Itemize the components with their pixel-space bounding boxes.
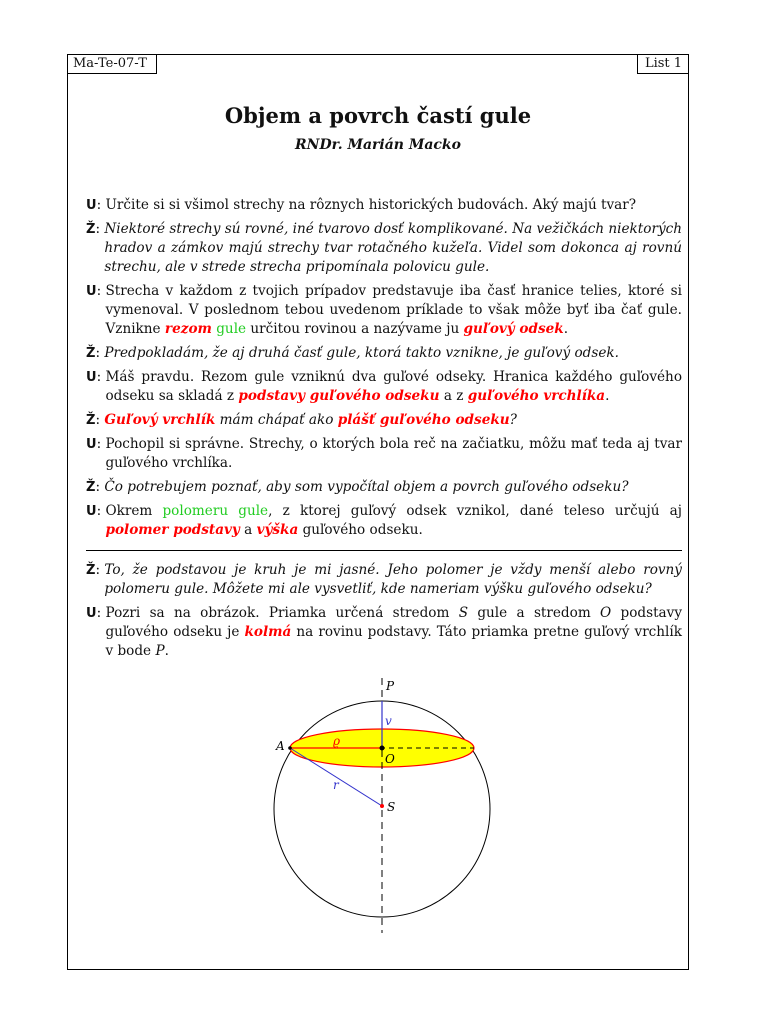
label-s: S	[387, 800, 396, 814]
highlighted-term: výška	[256, 522, 299, 538]
label-v: v	[385, 714, 392, 728]
dialog-part-1	[86, 196, 682, 540]
dialog-text	[105, 196, 682, 215]
text-run: To, že podstavou je kruh je mi jasné. Jeho polomer je vždy menší alebo rovný polomeru gule. Môžete mi ale vysvetliť, kde nameriam výšku guľového odseku?	[104, 562, 682, 597]
text-run: gule a stredom	[468, 605, 601, 621]
point-s	[380, 804, 384, 808]
dialog-paragraph	[86, 435, 682, 473]
text-run: Určite si si všimol strechy na rôznych historických budovách. Aký majú tvar?	[105, 197, 637, 213]
text-run: podstavy guľového odseku je	[105, 605, 682, 640]
dialog-paragraph	[86, 196, 682, 215]
speaker-label: Ž	[86, 346, 96, 361]
document-code: Ma-Te-07-T	[67, 54, 157, 74]
highlighted-term: S	[458, 605, 469, 621]
text-run: Pozri sa na obrázok. Priamka určená stredom	[105, 605, 459, 621]
text-run: ?	[509, 412, 517, 428]
text-run: Pochopil si správne. Strechy, o ktorých bola reč na začiatku, môžu mať teda aj tvar guľového vrchlíka.	[105, 436, 682, 471]
speaker-colon: :	[95, 412, 105, 428]
point-a	[288, 746, 292, 750]
text-run: .	[164, 643, 169, 659]
dialog-text	[105, 282, 682, 339]
dialog-paragraph	[86, 368, 682, 406]
text-run: Okrem	[105, 503, 163, 519]
label-p: P	[386, 679, 395, 693]
highlighted-term: P	[155, 643, 165, 659]
text-run: určitou rovinou a nazývame ju	[246, 321, 464, 337]
dialog-paragraph	[86, 478, 682, 497]
dialog-text	[104, 478, 682, 497]
dialog-text	[104, 411, 682, 430]
dialog-text	[104, 220, 682, 277]
speaker-label: U	[86, 284, 97, 299]
text-run: Čo potrebujem poznať, aby som vypočítal objem a povrch guľového odseku?	[104, 479, 629, 495]
page-header	[67, 54, 689, 74]
highlighted-term: polomeru gule	[162, 503, 269, 519]
speaker-label: Ž	[86, 480, 96, 495]
highlighted-term: plášť guľového odseku	[337, 412, 510, 428]
text-run: Niektoré strechy sú rovné, iné tvarovo dosť komplikované. Na vežičkách niektorých hradov a zámkov majú strechy tvar rotačného kužeľa. Videl som dokonca aj rovnú strechu, ale v strede strecha pripomínala polovicu gule.	[104, 221, 682, 275]
speaker-label: Ž	[86, 413, 96, 428]
highlighted-term: polomer podstavy	[105, 522, 240, 538]
author: RNDr. Marián Macko	[295, 137, 461, 153]
speaker-colon: :	[96, 283, 106, 299]
sheet-number: List 1	[637, 54, 689, 74]
label-r: r	[333, 778, 339, 792]
highlighted-term: guľový odsek	[463, 321, 564, 337]
dialog-paragraph	[86, 502, 682, 540]
dialog-content	[86, 196, 682, 666]
highlighted-term: rezom	[164, 321, 212, 337]
text-run: a z	[439, 388, 468, 404]
dialog-paragraph	[86, 344, 682, 363]
label-o: O	[385, 752, 395, 766]
page-title: Objem a povrch častí gule	[224, 103, 532, 128]
speaker-colon: :	[96, 605, 106, 621]
text-run: .	[563, 321, 569, 337]
highlighted-term: O	[600, 605, 612, 621]
dialog-paragraph	[86, 282, 682, 339]
text-run: .	[605, 388, 610, 404]
text-run: na rovinu podstavy. Táto priamka pretne guľový vrchlík v bode	[105, 624, 682, 659]
dialog-paragraph	[86, 604, 682, 661]
speaker-colon: :	[95, 345, 105, 361]
speaker-label: Ž	[86, 222, 96, 237]
speaker-label: Ž	[86, 563, 96, 578]
dialog-paragraph	[86, 220, 682, 277]
highlighted-term: podstavy guľového odseku	[238, 388, 440, 404]
speaker-colon: :	[95, 562, 105, 578]
speaker-colon: :	[96, 503, 106, 519]
dialog-part-2	[86, 561, 682, 661]
section-divider	[86, 550, 682, 551]
highlighted-term: Guľový vrchlík	[104, 412, 216, 428]
text-run: Strecha v každom z tvojich prípadov predstavuje iba časť hranice telies, ktoré si vymenoval. V poslednom tebou uvedenom príklade to však môže byť iba čať gule. Vznikne	[105, 283, 682, 337]
text-run: , z ktorej guľový odsek vznikol, dané teleso určujú aj	[268, 503, 682, 519]
label-rho: ϱ	[333, 734, 341, 748]
dialog-text	[105, 604, 682, 661]
speaker-colon: :	[95, 479, 105, 495]
dialog-text	[105, 502, 682, 540]
sphere-figure	[270, 668, 500, 938]
label-a: A	[276, 739, 285, 753]
dialog-text	[104, 344, 682, 363]
speaker-label: U	[86, 370, 97, 385]
speaker-label: U	[86, 504, 97, 519]
speaker-label: U	[86, 437, 97, 452]
speaker-colon: :	[95, 221, 105, 237]
speaker-colon: :	[96, 369, 106, 385]
dialog-text	[104, 561, 682, 599]
highlighted-term: kolmá	[244, 624, 292, 640]
dialog-paragraph	[86, 411, 682, 430]
text-run: mám chápať ako	[215, 412, 338, 428]
text-run: Máš pravdu. Rezom gule vzniknú dva guľové odseky. Hranica každého guľového odseku sa skladá z	[105, 369, 682, 404]
dialog-text	[105, 368, 682, 406]
highlighted-term: gule	[216, 321, 247, 337]
dialog-text	[105, 435, 682, 473]
text-run: a	[239, 522, 257, 538]
point-o	[380, 746, 385, 751]
dialog-paragraph	[86, 561, 682, 599]
sphere-diagram	[270, 668, 500, 938]
highlighted-term: guľového vrchlíka	[467, 388, 606, 404]
speaker-label: U	[86, 606, 97, 621]
text-run: Predpokladám, že aj druhá časť gule, ktorá takto vznikne, je guľový odsek.	[104, 345, 619, 361]
speaker-label: U	[86, 198, 97, 213]
text-run: guľového odseku.	[298, 522, 423, 538]
speaker-colon: :	[96, 436, 106, 452]
speaker-colon: :	[96, 197, 106, 213]
